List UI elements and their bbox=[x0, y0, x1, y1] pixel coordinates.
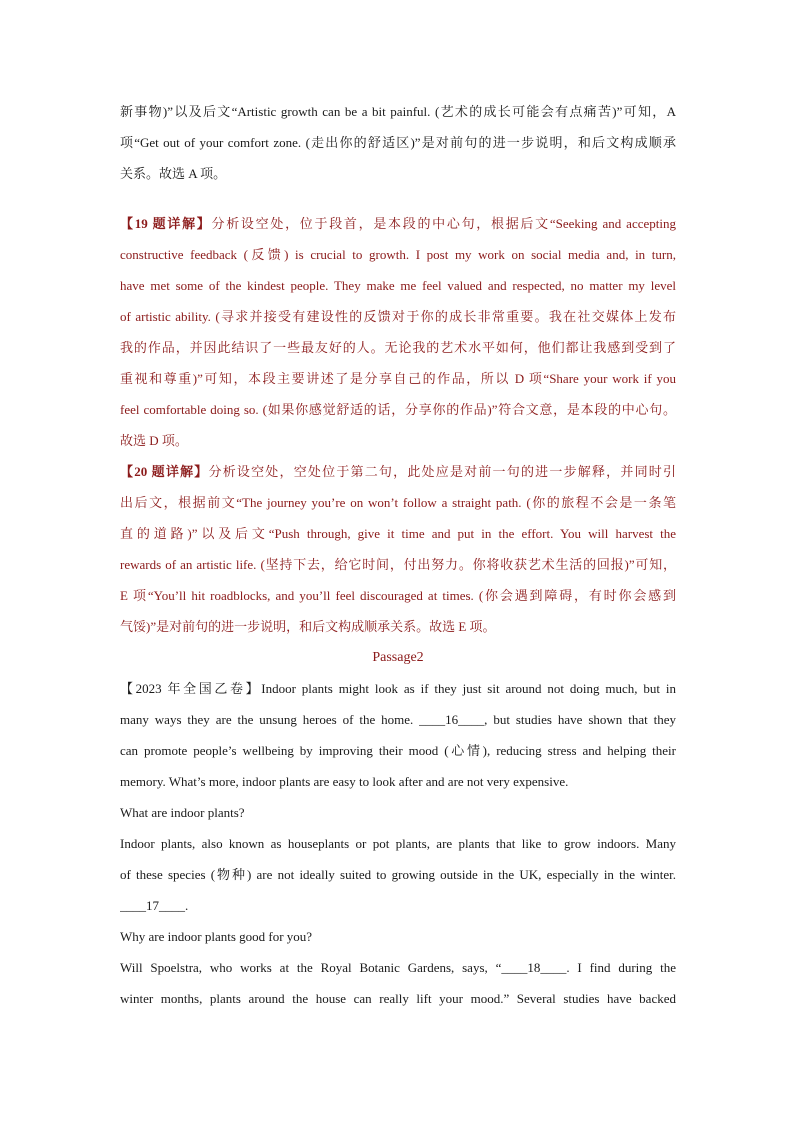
text-segment: Indoor plants might look as if they just sit around not doing much, but in bbox=[261, 681, 676, 696]
text-line bbox=[120, 456, 676, 487]
text-line: winter months, plants around the house can really lift your mood.” Several studies have backed bbox=[120, 991, 676, 1006]
section-heading: What are indoor plants? bbox=[120, 805, 245, 820]
text-line: of these species (物种) are not ideally suited to growing outside in the UK, especially in the winter. bbox=[120, 867, 676, 882]
text-segment: 分析设空处，空处位于第二句，此处应是对前一句的进一步解释，并同时引 bbox=[208, 464, 676, 479]
text-line: Indoor plants, also known as houseplants or pot plants, are plants that like to grow indoors. Many bbox=[120, 836, 676, 851]
text-line: have met some of the kindest people. They make me feel valued and respected, no matter my level bbox=[120, 278, 676, 293]
blank-17: ____17____. bbox=[120, 898, 189, 913]
text-segment: 分析设空处，位于段首，是本段的中心句，根据后文“Seeking and accepting bbox=[211, 216, 676, 231]
text-line: 关系。故选 A 项。 bbox=[120, 166, 227, 181]
text-line: many ways they are the unsung heroes of the home. ____16____, but studies have shown that they bbox=[120, 712, 676, 727]
passage-title: Passage2 bbox=[372, 650, 424, 665]
text-line: rewards of an artistic life. (坚持下去，给它时间，付出努力。你将收获艺术生活的回报)”可知， bbox=[120, 557, 676, 572]
text-line: feel comfortable doing so. (如果你感觉舒适的话，分享你的作品)”符合文意，是本段的中心句。 bbox=[120, 402, 676, 417]
text-line bbox=[120, 208, 676, 239]
text-line: 气馁)”是对前句的进一步说明，和后文构成顺承关系。故选 E 项。 bbox=[120, 619, 496, 634]
text-line: constructive feedback (反馈) is crucial to growth. I post my work on social media and, in turn, bbox=[120, 247, 676, 262]
text-line: of artistic ability. (寻求并接受有建设性的反馈对于你的成长非常重要。我在社交媒体上发布 bbox=[120, 309, 676, 324]
text-line: 项“Get out of your comfort zone. (走出你的舒适区)”是对前句的进一步说明，和后文构成顺承 bbox=[120, 135, 676, 150]
text-line: 重视和尊重)”可知，本段主要讲述了是分享自己的作品，所以 D 项“Share your work if you bbox=[120, 371, 676, 386]
text-line: 故选 D 项。 bbox=[120, 433, 188, 448]
text-line: 出后文，根据前文“The journey you’re on won’t follow a straight path. (你的旅程不会是一条笔 bbox=[120, 495, 676, 510]
q20-explanation bbox=[120, 456, 676, 642]
q19-label: 【19 题详解】 bbox=[120, 216, 212, 231]
text-line bbox=[120, 673, 676, 704]
text-line: 直的道路)”以及后文“Push through, give it time and put in the effort. You will harvest the bbox=[120, 526, 676, 541]
previous-answer-block bbox=[120, 96, 676, 189]
q20-label: 【20 题详解】 bbox=[120, 464, 209, 479]
text-line: 我的作品，并因此结识了一些最友好的人。无论我的艺术水平如何，他们都让我感到受到了 bbox=[120, 340, 676, 355]
text-line: Will Spoelstra, who works at the Royal Botanic Gardens, says, “____18____. I find during the bbox=[120, 960, 676, 975]
q19-explanation bbox=[120, 208, 676, 456]
spacer bbox=[120, 189, 676, 208]
text-line: can promote people’s wellbeing by improving their mood (心情), reducing stress and helping their bbox=[120, 743, 676, 758]
passage-body bbox=[120, 673, 676, 1014]
text-line: E 项“You’ll hit roadblocks, and you’ll feel discouraged at times. (你会遇到障碍，有时你会感到 bbox=[120, 588, 676, 603]
text-line: 新事物)”以及后文“Artistic growth can be a bit painful. (艺术的成长可能会有点痛苦)”可知，A bbox=[120, 104, 676, 119]
text-line: memory. What’s more, indoor plants are easy to look after and are not very expensive. bbox=[120, 774, 569, 789]
page-content bbox=[120, 96, 676, 1014]
section-heading: Why are indoor plants good for you? bbox=[120, 929, 313, 944]
passage-source-label: 【2023 年全国乙卷】 bbox=[120, 681, 262, 696]
